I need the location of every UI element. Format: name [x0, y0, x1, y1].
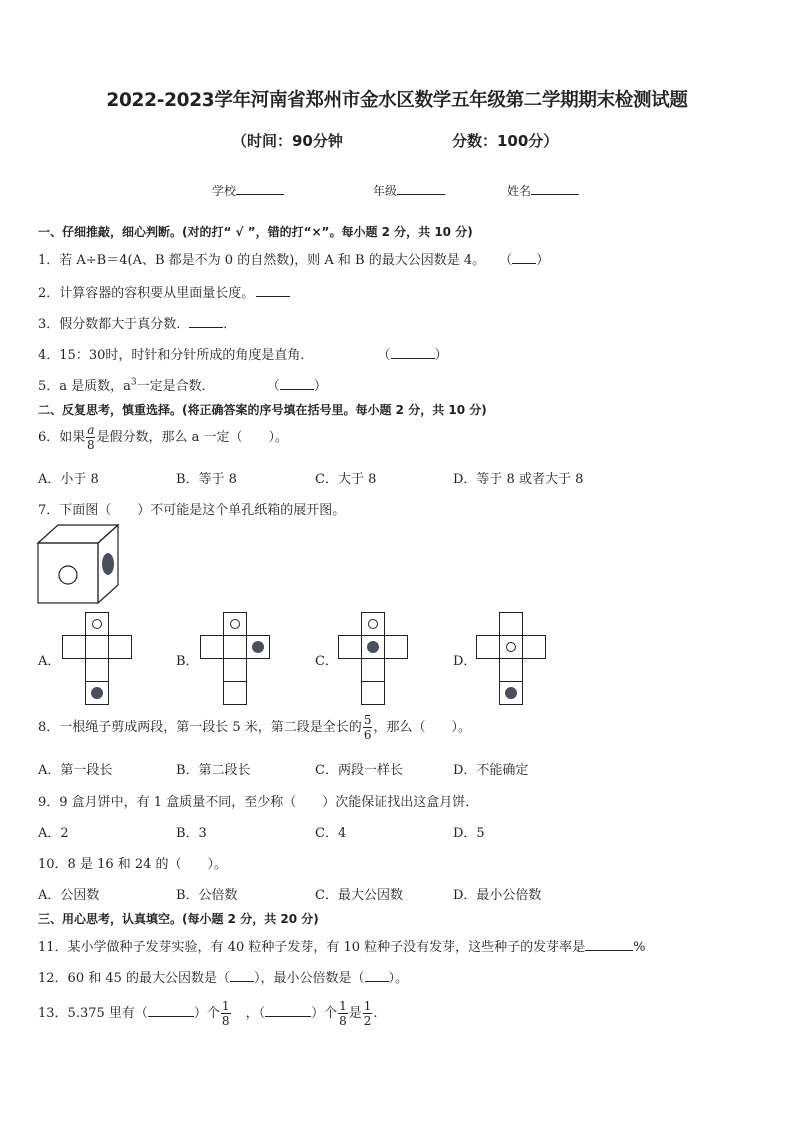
question-9-option-c[interactable]: C．4 — [315, 826, 347, 841]
school-field — [212, 182, 284, 199]
section-3-heading: 三、用心思考，认真填空。(每小题 2 分，共 20 分) — [38, 912, 319, 926]
question-12: 12．60 和 45 的最大公因数是（ ），最小公倍数是（ ）。 — [38, 971, 409, 986]
question-10-option-d[interactable]: D．最小公倍数 — [453, 888, 542, 903]
question-2 — [38, 282, 290, 301]
question-9: 9．9 盒月饼中，有 1 盒质量不同，至少称（ ）次能保证找出这盒月饼． — [38, 795, 479, 810]
fraction-1-over-2: $\frac{1}{2}$ — [363, 999, 372, 1028]
question-9-option-b[interactable]: B．3 — [176, 826, 207, 841]
question-6-option-a[interactable]: A．小于 8 — [38, 472, 99, 487]
grade-label: 年级 — [373, 184, 398, 198]
question-9-option-d[interactable]: D．5 — [453, 826, 485, 841]
question-7-option-c[interactable]: C． — [315, 654, 338, 669]
question-3: 3．假分数都大于真分数． ． — [38, 317, 237, 332]
question-2-text: 2．计算容器的容积要从里面量长度。 — [38, 286, 255, 301]
question-4: 4．15：30时，时针和分针所成的角度是直角． （ ） — [38, 348, 448, 363]
question-5-answer-blank[interactable] — [280, 377, 314, 390]
question-1-text: 1．若 A÷B＝4(A、B 都是不为 0 的自然数)，则 A 和 B 的最大公因数是 4。 — [38, 253, 486, 268]
name-label: 姓名 — [507, 184, 532, 198]
school-blank[interactable] — [236, 182, 284, 195]
exam-score: 分数：100分） — [452, 132, 559, 150]
name-blank[interactable] — [531, 182, 579, 195]
cube-front-circle-hole — [59, 566, 77, 584]
cube-figure — [36, 523, 126, 605]
section-1-heading: 一、仔细推敲，细心判断。(对的打“ √ ”，错的打“×”。每小题 2 分，共 10 分) — [38, 225, 473, 239]
question-7-option-d[interactable]: D． — [453, 654, 477, 669]
question-13-answer-blank-2[interactable] — [265, 1004, 311, 1017]
grade-field — [373, 182, 445, 199]
question-12-answer-blank-1[interactable] — [230, 969, 254, 982]
cube-front-face — [38, 543, 98, 603]
grade-blank[interactable] — [397, 182, 445, 195]
cube-top-face — [38, 525, 118, 543]
question-9-option-a[interactable]: A．2 — [38, 826, 69, 841]
question-4-text: 4．15：30时，时针和分针所成的角度是直角． — [38, 348, 314, 363]
question-11-answer-blank[interactable] — [585, 938, 633, 951]
question-4-answer-blank[interactable] — [391, 346, 435, 359]
question-10: 10．8 是 16 和 24 的（ ）。 — [38, 857, 228, 872]
question-8-option-c[interactable]: C．两段一样长 — [315, 763, 403, 778]
question-10-option-b[interactable]: B．公倍数 — [176, 888, 238, 903]
school-label: 学校 — [212, 184, 237, 198]
question-6: 6．如果 $\frac{a}{8}$ 是假分数，那么 a 一定（ ）。 — [38, 423, 288, 452]
question-5: 5．a 是质数，$a^3$一定是合数． （ ） — [38, 377, 327, 394]
question-13: 13．5.375 里有（ ）个 $\frac{1}{8}$ ，（ ）个 $\frac{1}{8}$ 是 $\frac{1}{2}$ . — [38, 999, 378, 1028]
question-6-option-c[interactable]: C．大于 8 — [315, 472, 377, 487]
net-b — [200, 612, 272, 706]
exam-time: （时间：90分钟 — [232, 132, 343, 150]
question-3-answer-blank[interactable] — [189, 315, 223, 328]
question-6-option-d[interactable]: D．等于 8 或者大于 8 — [453, 472, 584, 487]
question-13-answer-blank-1[interactable] — [148, 1004, 194, 1017]
question-7-option-a[interactable]: A． — [38, 654, 61, 669]
question-1: 1．若 A÷B＝4(A、B 都是不为 0 的自然数)，则 A 和 B 的最大公因数是 4。 （ ） — [38, 253, 550, 268]
question-8-option-b[interactable]: B．第二段长 — [176, 763, 251, 778]
question-12-answer-blank-2[interactable] — [365, 969, 389, 982]
net-d — [476, 612, 548, 706]
fraction-a-over-8: $\frac{a}{8}$ — [87, 423, 95, 452]
question-3-text: 3．假分数都大于真分数． — [38, 317, 190, 332]
question-6-option-b[interactable]: B．等于 8 — [176, 472, 237, 487]
question-7: 7．下面图（ ）不可能是这个单孔纸箱的展开图。 — [38, 503, 346, 518]
fraction-1-over-8: $\frac{1}{8}$ — [221, 999, 230, 1028]
question-8-option-d[interactable]: D．不能确定 — [453, 763, 529, 778]
net-a — [62, 612, 134, 706]
question-8: 8．一根绳子剪成两段，第一段长 5 米，第二段是全长的 $\frac{5}{6}$ ，那么（ ）。 — [38, 713, 471, 742]
page-title: 2022-2023学年河南省郑州市金水区数学五年级第二学期期末检测试题 — [106, 90, 688, 111]
question-10-option-a[interactable]: A．公因数 — [38, 888, 100, 903]
question-2-answer-blank[interactable] — [256, 284, 290, 297]
name-field — [507, 182, 579, 199]
question-10-option-c[interactable]: C．最大公因数 — [315, 888, 403, 903]
cube-side-dark-circle — [102, 553, 114, 575]
section-2-heading: 二、反复思考，慎重选择。(将正确答案的序号填在括号里。每小题 2 分，共 10 分) — [38, 403, 487, 417]
question-7-option-b[interactable]: B． — [176, 654, 199, 669]
question-11: 11．某小学做种子发芽实验，有 40 粒种子发芽，有 10 粒种子没有发芽，这些种子的发芽率是 % — [38, 940, 646, 955]
question-8-option-a[interactable]: A．第一段长 — [38, 763, 113, 778]
question-1-answer-blank[interactable] — [512, 251, 536, 264]
fraction-5-over-6: $\frac{5}{6}$ — [363, 713, 372, 742]
fraction-1-over-8-second: $\frac{1}{8}$ — [339, 999, 347, 1028]
net-c — [338, 612, 410, 706]
